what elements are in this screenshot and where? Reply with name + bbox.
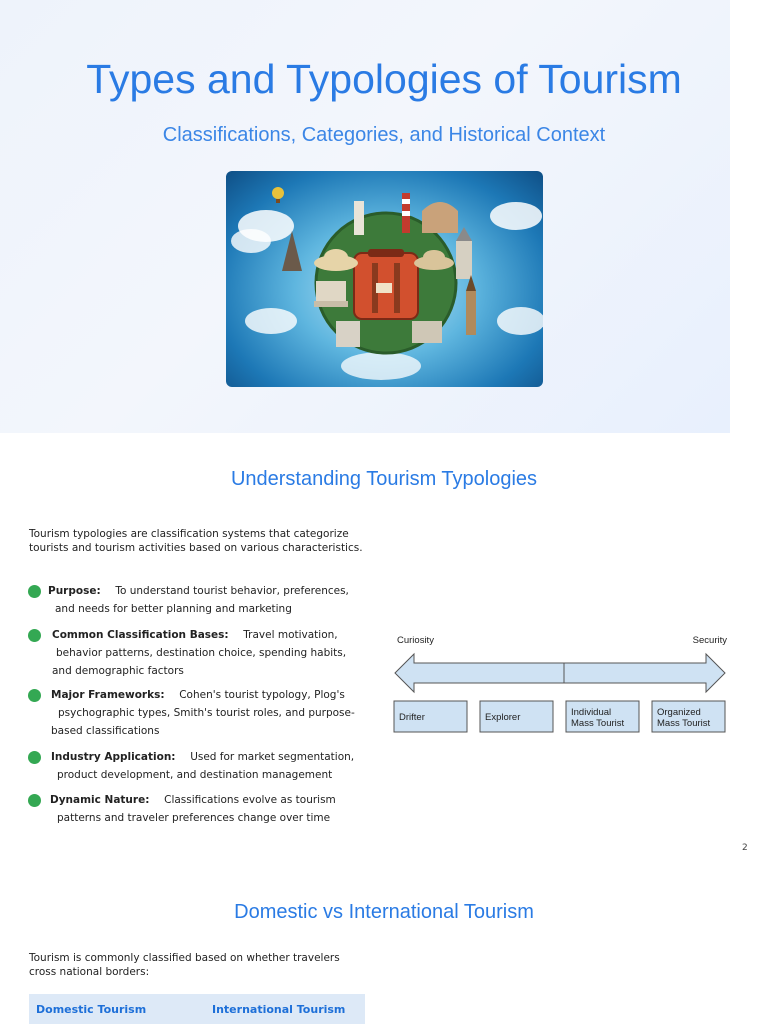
double-arrow-icon (395, 654, 725, 692)
bullet-text: behavior patterns, destination choice, spending habits, (56, 647, 347, 659)
intro-line: tourists and tourism activities based on various characteristics. (29, 541, 363, 554)
individual-label-line1: Individual (571, 707, 612, 718)
comparison-table-header (29, 994, 365, 1024)
intro-paragraph (29, 528, 369, 555)
bullet-text: Cohen's tourist typology, Plog's (179, 689, 345, 701)
bullet-text: Used for market segmentation, (190, 751, 355, 763)
security-label: Security (692, 635, 727, 646)
bullet-label: Purpose: (48, 585, 101, 597)
organized-label-line2: Mass Tourist (657, 718, 711, 729)
drifter-label: Drifter (399, 712, 425, 723)
title-slide (0, 0, 730, 433)
bullet-text: Travel motivation, (243, 629, 338, 641)
bullet-text: and needs for better planning and marketing (55, 603, 292, 615)
column-header-international: International Tourism (212, 1003, 346, 1016)
bullet-label: Industry Application: (51, 751, 176, 763)
intro-line: Tourism typologies are classification systems that categorize (29, 528, 349, 540)
bullet-text: and demographic factors (52, 665, 184, 677)
slide-title: Types and Typologies of Tourism (86, 56, 682, 102)
green-bullet-icon (28, 751, 41, 764)
explorer-label: Explorer (485, 712, 521, 723)
bullet-text: To understand tourist behavior, preferences, (115, 585, 349, 597)
globe-landmarks-suitcase-image (226, 171, 543, 387)
bullet-text: psychographic types, Smith's tourist roles, and purpose- (58, 707, 355, 719)
organized-label-line1: Organized (657, 707, 701, 718)
bullet-label: Common Classification Bases: (52, 629, 229, 641)
cohen-typology-diagram (384, 622, 740, 752)
page-number: 2 (742, 843, 748, 853)
bullet-text: based classifications (51, 725, 160, 737)
column-header-domestic: Domestic Tourism (36, 1003, 147, 1016)
intro-paragraph (29, 952, 369, 979)
curiosity-label: Curiosity (397, 635, 434, 646)
bullet-text: Classifications evolve as tourism (164, 794, 336, 806)
slide-subtitle: Classifications, Categories, and Historical Context (162, 124, 606, 146)
bullet-label: Dynamic Nature: (50, 794, 150, 806)
bullet-text: product development, and destination management (57, 769, 333, 781)
intro-line: cross national borders: (29, 965, 150, 978)
green-bullet-icon (28, 794, 41, 807)
bullet-label: Major Frameworks: (51, 689, 165, 701)
individual-label-line2: Mass Tourist (571, 718, 625, 729)
section-title-typologies: Understanding Tourism Typologies (230, 468, 538, 490)
green-bullet-icon (28, 689, 41, 702)
green-bullet-icon (28, 585, 41, 598)
bullet-text: patterns and traveler preferences change over time (57, 812, 331, 824)
section-title-domestic-international: Domestic vs International Tourism (234, 901, 534, 923)
intro-line: Tourism is commonly classified based on whether travelers (29, 952, 340, 964)
green-bullet-icon (28, 629, 41, 642)
